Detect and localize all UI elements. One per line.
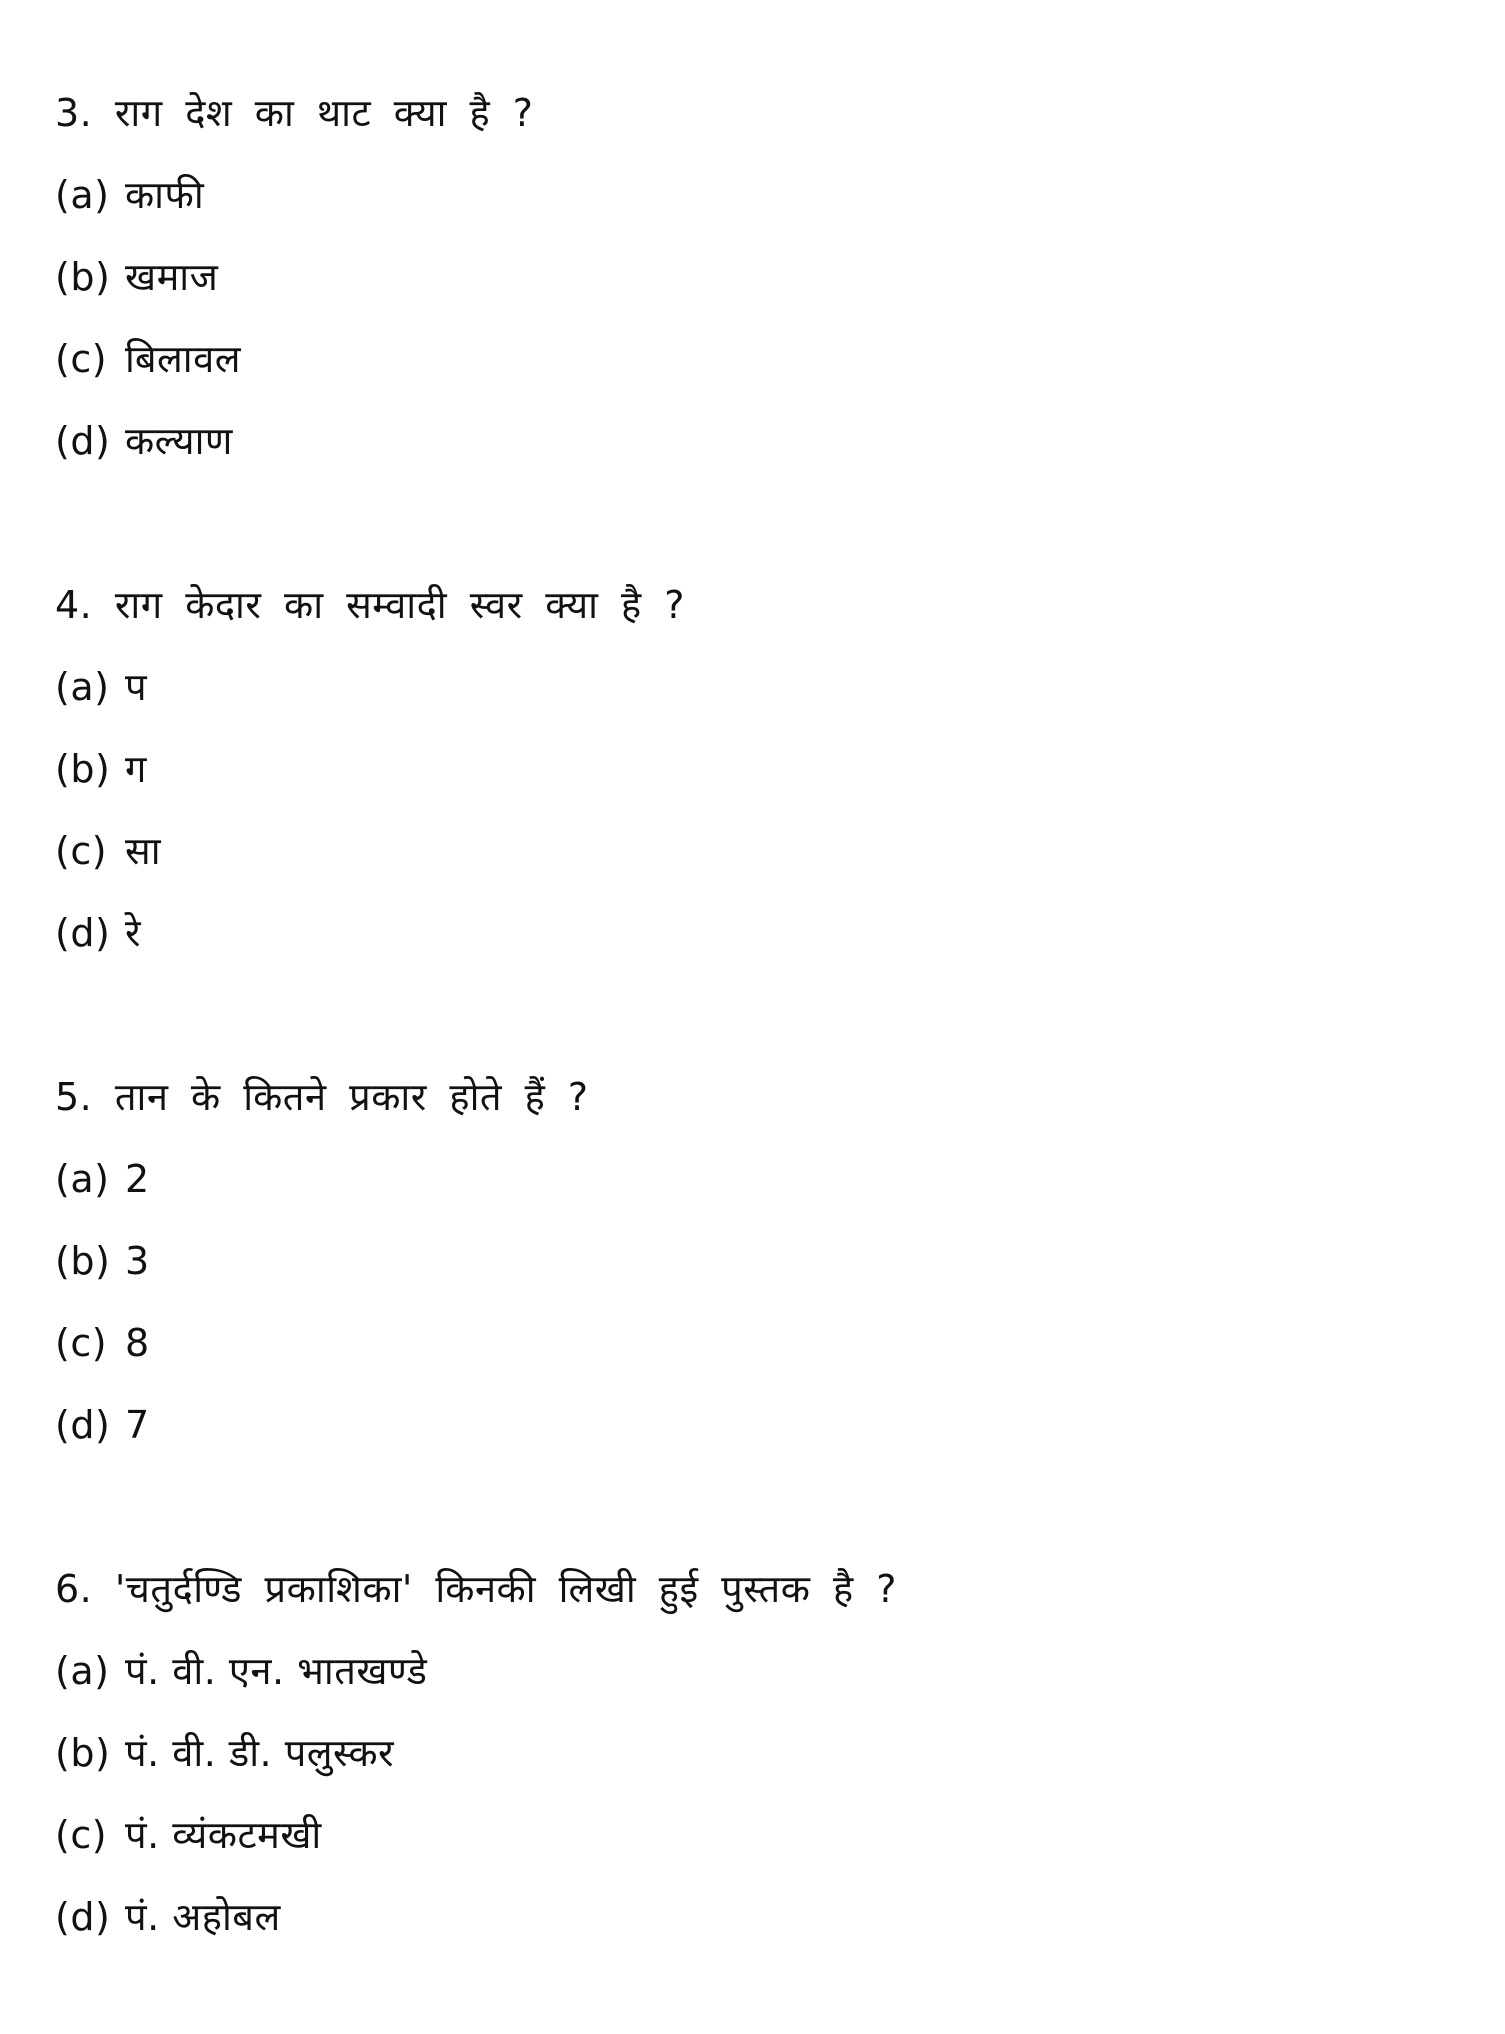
option-c [55,1794,1505,1876]
option-label: (c) [55,829,108,873]
option-text: ग [125,747,147,791]
option-text: कल्याण [125,419,233,463]
option-a [55,1630,1505,1712]
option-text: पं. वी. एन. भातखण्डे [125,1649,428,1693]
option-a [55,1138,1505,1220]
option-label: (d) [55,1895,111,1939]
option-label: (b) [55,1239,111,1283]
option-label: (c) [55,1813,108,1857]
question-text: 4. राग केदार का सम्वादी स्वर क्या है ? [55,583,685,627]
option-text: 7 [125,1403,150,1447]
option-d [55,892,1505,974]
question-4 [55,564,1505,974]
option-c [55,810,1505,892]
option-b [55,728,1505,810]
question-5 [55,1056,1505,1466]
option-text: पं. वी. डी. पलुस्कर [125,1731,395,1775]
option-text: पं. व्यंकटमखी [125,1813,322,1857]
option-label: (d) [55,1403,111,1447]
option-label: (a) [55,173,110,217]
option-text: सा [125,829,162,873]
option-b [55,1712,1505,1794]
option-label: (c) [55,337,108,381]
question-3 [55,72,1505,482]
option-b [55,236,1505,318]
option-label: (b) [55,1731,111,1775]
option-label: (b) [55,747,111,791]
option-c [55,318,1505,400]
option-label: (a) [55,1157,110,1201]
option-text: पं. अहोबल [125,1895,281,1939]
option-text: काफी [125,173,205,217]
option-d [55,1384,1505,1466]
option-text: खमाज [125,255,219,299]
option-b [55,1220,1505,1302]
option-a [55,154,1505,236]
option-a [55,646,1505,728]
option-text: प [125,665,148,709]
option-text: रे [125,911,142,955]
option-text: 3 [125,1239,150,1283]
question-text: 3. राग देश का थाट क्या है ? [55,91,534,135]
option-label: (d) [55,911,111,955]
option-label: (a) [55,1649,110,1693]
option-text: बिलावल [125,337,242,381]
option-text: 8 [125,1321,150,1365]
option-d [55,1876,1505,1958]
question-6 [55,1548,1505,1958]
question-text: 6. 'चतुर्दण्डि प्रकाशिका' किनकी लिखी हुई पुस्तक है ? [55,1567,897,1611]
option-d [55,400,1505,482]
option-label: (a) [55,665,110,709]
question-text: 5. तान के कितने प्रकार होते हैं ? [55,1075,589,1119]
option-label: (b) [55,255,111,299]
option-label: (c) [55,1321,108,1365]
option-label: (d) [55,419,111,463]
option-c [55,1302,1505,1384]
option-text: 2 [125,1157,150,1201]
